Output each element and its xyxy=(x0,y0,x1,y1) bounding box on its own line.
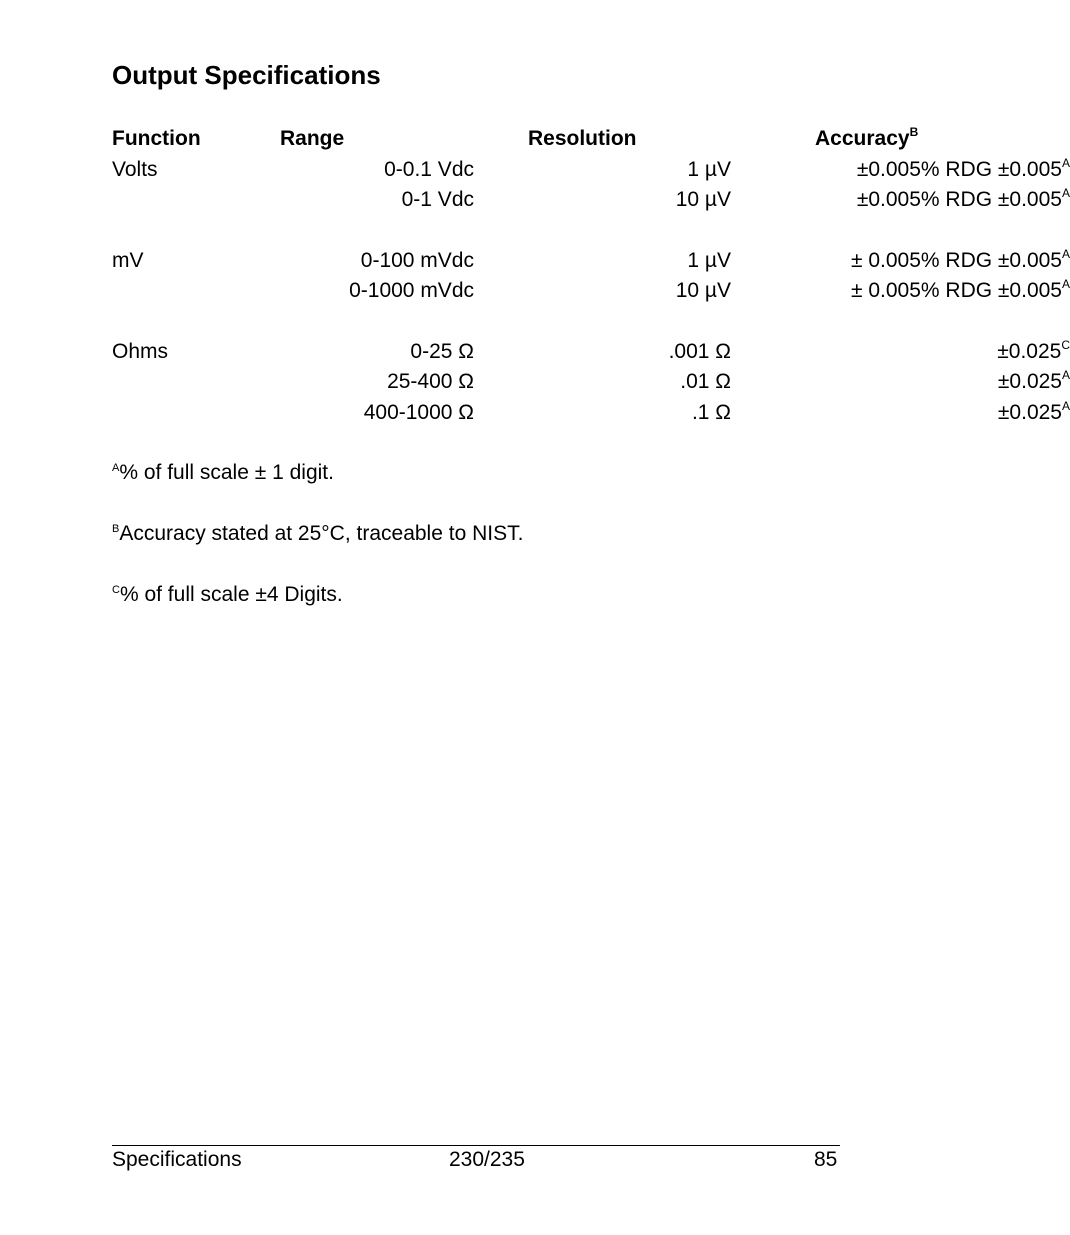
footnote-a xyxy=(112,460,334,486)
cell-resolution: 1 µV xyxy=(687,157,731,181)
page-title: Output Specifications xyxy=(112,60,381,90)
cell-accuracy-note: A xyxy=(1061,246,1070,261)
footnote-marker: B xyxy=(112,522,120,535)
output-specifications-table xyxy=(112,124,1070,428)
cell-accuracy-value: ±0.025 xyxy=(997,339,1062,363)
cell-accuracy-value: ±0.025 xyxy=(997,400,1062,424)
cell-accuracy xyxy=(731,155,1070,186)
cell-accuracy-value: ± 0.005% RDG ±0.005 xyxy=(850,279,1062,302)
cell-function xyxy=(112,398,212,429)
header-function: Function xyxy=(112,127,201,150)
cell-resolution: 10 µV xyxy=(675,279,731,302)
cell-function xyxy=(112,185,212,216)
footer-page-number: 85 xyxy=(814,1148,838,1171)
cell-resolution: .001 Ω xyxy=(668,339,731,363)
cell-range: 400-1000 Ω xyxy=(363,400,474,424)
footnote-text: % of full scale ±4 Digits. xyxy=(119,583,343,606)
table-row xyxy=(112,276,1070,307)
cell-range: 0-1 Vdc xyxy=(401,188,474,211)
cell-accuracy-value: ±0.005% RDG ±0.005 xyxy=(856,157,1062,181)
table-row xyxy=(112,185,1070,216)
cell-accuracy xyxy=(731,367,1070,398)
cell-accuracy-note: C xyxy=(1061,337,1070,352)
cell-function: Volts xyxy=(112,157,158,181)
table-spacer xyxy=(112,307,1070,337)
footer-model: 230/235 xyxy=(449,1148,525,1171)
table-row xyxy=(112,155,1070,186)
cell-accuracy-note: A xyxy=(1061,155,1070,170)
cell-function: Ohms xyxy=(112,339,169,363)
cell-accuracy-value: ±0.005% RDG ±0.005 xyxy=(856,188,1062,211)
cell-range: 0-100 mVdc xyxy=(360,248,474,272)
footer-section: Specifications xyxy=(112,1148,242,1171)
table-row xyxy=(112,367,1070,398)
cell-accuracy-note: A xyxy=(1061,277,1070,291)
cell-range: 0-0.1 Vdc xyxy=(384,157,474,181)
cell-resolution: 1 µV xyxy=(687,248,731,272)
footnote-marker: A xyxy=(112,461,120,474)
cell-accuracy xyxy=(731,185,1070,216)
table-spacer xyxy=(112,216,1070,246)
cell-accuracy-value: ±0.025 xyxy=(997,370,1062,393)
table-header-row xyxy=(112,124,1070,155)
cell-range: 0-1000 mVdc xyxy=(349,279,474,302)
cell-resolution: .01 Ω xyxy=(680,370,731,393)
header-range: Range xyxy=(280,127,345,150)
footnote-b xyxy=(112,521,523,547)
header-accuracy-note: B xyxy=(909,125,919,139)
cell-accuracy xyxy=(731,337,1070,368)
cell-accuracy-note: A xyxy=(1061,368,1070,382)
cell-resolution: .1 Ω xyxy=(691,400,731,424)
cell-accuracy-note: A xyxy=(1061,186,1070,200)
cell-accuracy xyxy=(731,276,1070,307)
footnote-text: % of full scale ± 1 digit. xyxy=(119,461,334,484)
table-row xyxy=(112,246,1070,277)
cell-accuracy xyxy=(731,246,1070,277)
cell-accuracy-note: A xyxy=(1061,398,1070,413)
cell-range: 0-25 Ω xyxy=(410,339,474,363)
cell-accuracy-value: ± 0.005% RDG ±0.005 xyxy=(850,248,1062,272)
header-accuracy-label: Accuracy xyxy=(815,127,910,150)
table-row xyxy=(112,398,1070,429)
table-row xyxy=(112,337,1070,368)
header-accuracy xyxy=(731,124,1070,155)
cell-function xyxy=(112,367,212,398)
footnote-marker: C xyxy=(112,583,120,596)
cell-resolution: 10 µV xyxy=(675,188,731,211)
header-resolution: Resolution xyxy=(528,127,637,150)
cell-function xyxy=(112,276,212,307)
cell-range: 25-400 Ω xyxy=(387,370,474,393)
cell-function: mV xyxy=(112,248,144,272)
cell-accuracy xyxy=(731,398,1070,429)
footnote-text: Accuracy stated at 25°C, traceable to NIST. xyxy=(119,522,524,545)
footnote-c xyxy=(112,582,343,608)
